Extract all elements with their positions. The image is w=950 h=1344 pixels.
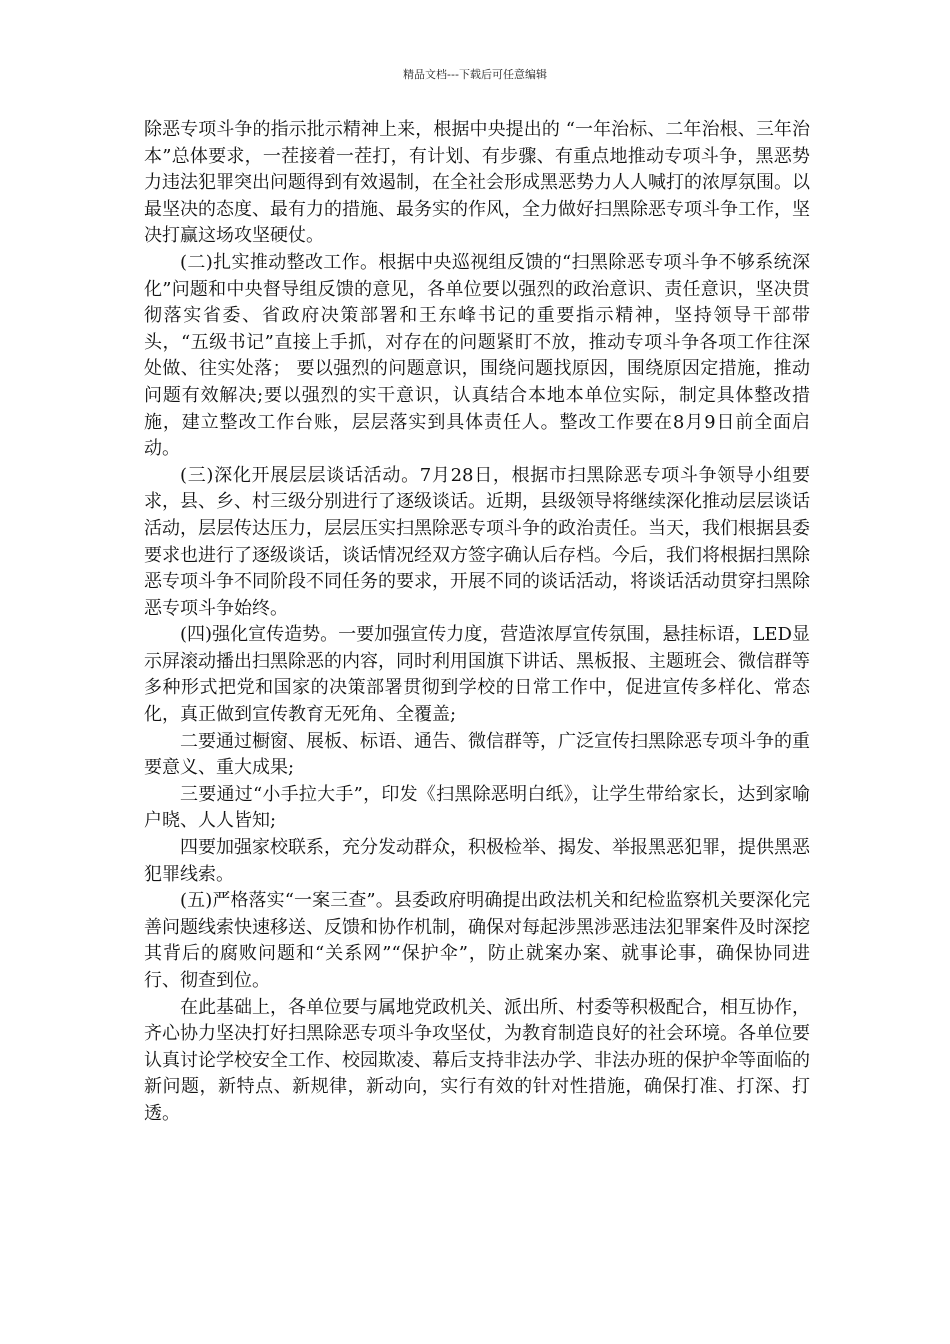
paragraph-publicity-four: 四要加强家校联系，充分发动群众，积极检举、揭发、举报黑恶犯罪，提供黑恶犯罪线索。 [144,837,810,885]
paragraph-conclusion: 在此基础上，各单位要与属地党政机关、派出所、村委等积极配合，相互协作，齐心协力坚决打好扫黑除恶专项斗争攻坚仗，为教育制造良好的社会环境。各单位要认真讨论学校安全工作、校园欺凌、幕后支持非法办学、非法办班的保护伞等面临的新问题，新特点、新规律，新动向，实行有效的针对性措施，确保打准、打深、打透。 [144,996,810,1124]
document-body [144,117,810,1128]
page-header: 精品文档---下载后可任意编辑 [403,68,547,81]
paragraph-continuation: 除恶专项斗争的指示批示精神上来，根据中央提出的 “一年治标、二年治根、三年治本”总体要求，一茬接着一茬打，有计划、有步骤、有重点地推动专项斗争，黑恶势力违法犯罪突出问题得到有效遏制，在全社会形成黑恶势力人人喊打的浓厚氛围。以最坚决的态度、最有力的措施、最务实的作风，全力做好扫黑除恶专项斗争工作，坚决打赢这场攻坚硬仗。 [144,119,810,247]
paragraph-rectification: (二)扎实推动整改工作。根据中央巡视组反馈的“扫黑除恶专项斗争不够系统深化”问题和中央督导组反馈的意见，各单位要以强烈的政治意识、责任意识，坚决贯彻落实省委、省政府决策部署和王东峰书记的重要指示精神，坚持领导干部带头，“五级书记”直接上手抓，对存在的问题紧盯不放，推动专项斗争各项工作往深处做、往实处落； 要以强烈的问题意识，围绕问题找原因，围绕原因定措施，推动问题有效解决;要以强烈的实干意识，认真结合本地本单位实际，制定具体整改措施，建立整改工作台账，层层落实到具体责任人。整改工作要在8月9日前全面启动。 [144,251,810,460]
paragraph-one-case-three-checks: (五)严格落实“一案三查”。县委政府明确提出政法机关和纪检监察机关要深化完善问题线索快速移送、反馈和协作机制，确保对每起涉黑涉恶违法犯罪案件及时深挖其背后的腐败问题和“关系网”“保护伞”，防止就案办案、就事论事，确保协同进行、彻查到位。 [144,890,810,991]
paragraph-talks: (三)深化开展层层谈话活动。7月28日，根据市扫黑除恶专项斗争领导小组要求，县、乡、村三级分别进行了逐级谈话。近期，县级领导将继续深化推动层层谈话活动，层层传达压力，层层压实扫黑除恶专项斗争的政治责任。当天，我们根据县委要求也进行了逐级谈话，谈话情况经双方签字确认后存档。今后，我们将根据扫黑除恶专项斗争不同阶段不同任务的要求，开展不同的谈话活动，将谈话活动贯穿扫黑除恶专项斗争始终。 [144,464,810,619]
paragraph-publicity: (四)强化宣传造势。一要加强宣传力度，营造浓厚宣传氛围，悬挂标语，LED显示屏滚动播出扫黑除恶的内容，同时利用国旗下讲话、黑板报、主题班会、微信群等多种形式把党和国家的决策部署贯彻到学校的日常工作中，促进宣传多样化、常态化，真正做到宣传教育无死角、全覆盖; [144,624,810,726]
paragraph-publicity-three: 三要通过“小手拉大手”，印发《扫黑除恶明白纸》，让学生带给家长，达到家喻户晓、人人皆知; [144,783,810,832]
paragraph-publicity-two: 二要通过橱窗、展板、标语、通告、微信群等，广泛宣传扫黑除恶专项斗争的重要意义、重大成果; [144,730,810,779]
